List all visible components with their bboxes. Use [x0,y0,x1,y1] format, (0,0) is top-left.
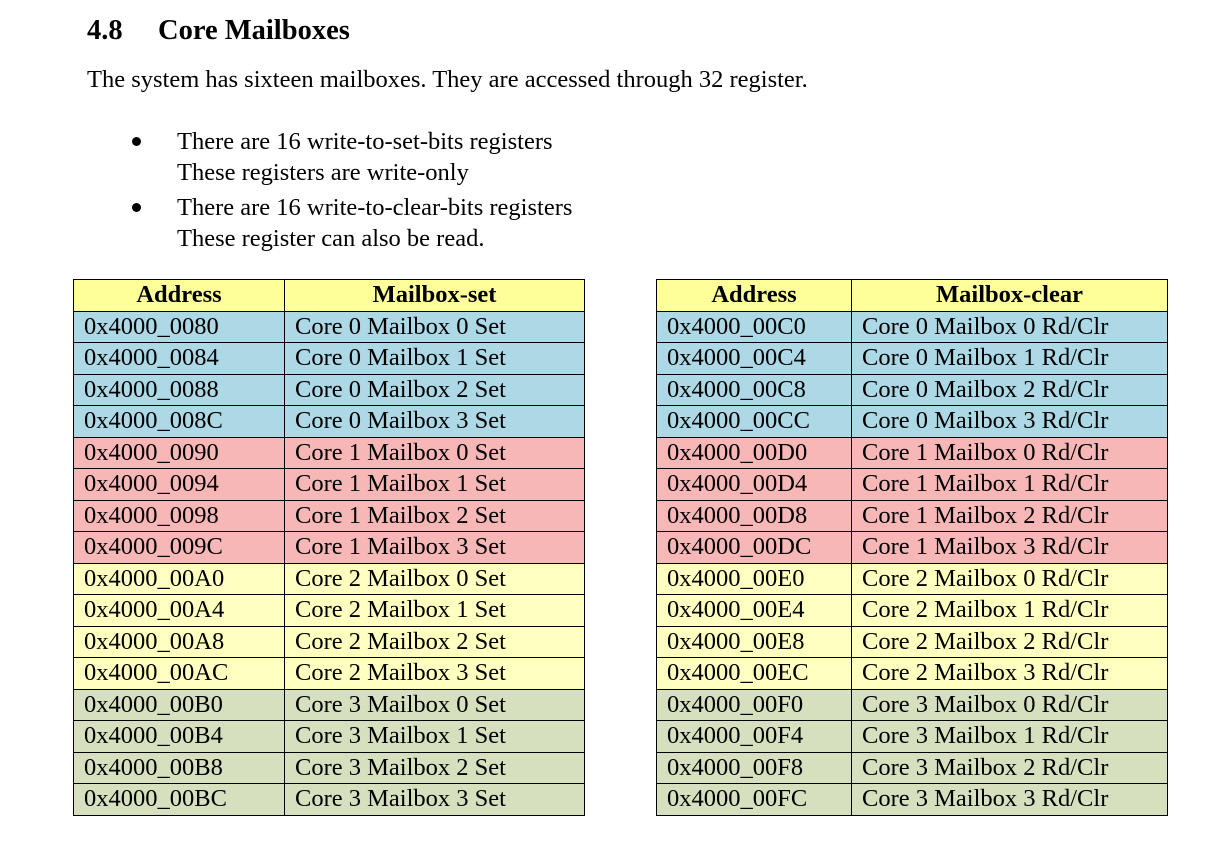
table-row [657,626,1168,658]
address-cell: 0x4000_00DC [657,532,852,564]
mailbox-cell: Core 2 Mailbox 1 Set [285,595,585,627]
mailbox-cell: Core 0 Mailbox 2 Set [285,374,585,406]
table-row [74,721,585,753]
table-row [657,374,1168,406]
table-row [74,406,585,438]
address-cell: 0x4000_00D4 [657,469,852,501]
table-row [74,500,585,532]
table-row [74,658,585,690]
mailbox-cell: Core 1 Mailbox 3 Rd/Clr [852,532,1168,564]
table-row [657,752,1168,784]
mailbox-cell: Core 0 Mailbox 1 Set [285,343,585,375]
address-cell: 0x4000_00AC [74,658,285,690]
table-row [74,563,585,595]
table-header-row [657,280,1168,312]
bullet-dot-icon [132,137,141,146]
table-row [74,311,585,343]
mailbox-cell: Core 0 Mailbox 1 Rd/Clr [852,343,1168,375]
mailbox-cell: Core 1 Mailbox 3 Set [285,532,585,564]
address-cell: 0x4000_00D0 [657,437,852,469]
address-cell: 0x4000_00BC [74,784,285,816]
address-cell: 0x4000_00C0 [657,311,852,343]
address-cell: 0x4000_0094 [74,469,285,501]
mailbox-cell: Core 1 Mailbox 0 Set [285,437,585,469]
mailbox-cell: Core 1 Mailbox 1 Rd/Clr [852,469,1168,501]
address-cell: 0x4000_00F4 [657,721,852,753]
bullet-item [132,192,572,254]
bullet-item [132,126,572,188]
address-cell: 0x4000_00F8 [657,752,852,784]
table-row [657,406,1168,438]
address-cell: 0x4000_00E0 [657,563,852,595]
address-cell: 0x4000_00C4 [657,343,852,375]
column-header-address: Address [74,280,285,312]
address-cell: 0x4000_00A4 [74,595,285,627]
address-cell: 0x4000_0084 [74,343,285,375]
table-row [74,595,585,627]
address-cell: 0x4000_00E8 [657,626,852,658]
section-number: 4.8 [87,15,123,46]
mailbox-cell: Core 2 Mailbox 3 Rd/Clr [852,658,1168,690]
address-cell: 0x4000_00FC [657,784,852,816]
table-row [657,532,1168,564]
table-row [74,626,585,658]
mailbox-cell: Core 0 Mailbox 0 Set [285,311,585,343]
address-cell: 0x4000_00D8 [657,500,852,532]
address-cell: 0x4000_00B4 [74,721,285,753]
mailbox-cell: Core 3 Mailbox 3 Rd/Clr [852,784,1168,816]
table-header-row [74,280,585,312]
table-row [74,469,585,501]
section-title: Core Mailboxes [158,15,350,46]
mailbox-cell: Core 3 Mailbox 1 Set [285,721,585,753]
address-cell: 0x4000_0088 [74,374,285,406]
mailbox-cell: Core 2 Mailbox 0 Set [285,563,585,595]
table-row [657,595,1168,627]
address-cell: 0x4000_008C [74,406,285,438]
mailbox-cell: Core 2 Mailbox 2 Set [285,626,585,658]
mailbox-cell: Core 1 Mailbox 2 Set [285,500,585,532]
table-row [657,563,1168,595]
address-cell: 0x4000_0080 [74,311,285,343]
address-cell: 0x4000_0098 [74,500,285,532]
table-row [74,374,585,406]
mailbox-cell: Core 2 Mailbox 2 Rd/Clr [852,626,1168,658]
table-row [657,658,1168,690]
table-row [657,721,1168,753]
address-cell: 0x4000_00CC [657,406,852,438]
address-cell: 0x4000_009C [74,532,285,564]
table-row [657,784,1168,816]
mailbox-cell: Core 3 Mailbox 2 Rd/Clr [852,752,1168,784]
bullet-line: These register can also be read. [177,225,485,252]
bullet-line: These registers are write-only [177,159,469,186]
table-row [657,469,1168,501]
table-row [657,689,1168,721]
table-row [74,689,585,721]
mailbox-cell: Core 1 Mailbox 1 Set [285,469,585,501]
table-row [74,752,585,784]
address-cell: 0x4000_0090 [74,437,285,469]
mailbox-set-rows [74,311,585,815]
bullet-line: There are 16 write-to-set-bits registers [177,128,553,155]
address-cell: 0x4000_00A8 [74,626,285,658]
mailbox-cell: Core 2 Mailbox 0 Rd/Clr [852,563,1168,595]
address-cell: 0x4000_00B8 [74,752,285,784]
address-cell: 0x4000_00A0 [74,563,285,595]
table-row [74,532,585,564]
table-row [657,500,1168,532]
column-header-mailbox-set: Mailbox-set [285,280,585,312]
mailbox-cell: Core 0 Mailbox 0 Rd/Clr [852,311,1168,343]
mailbox-cell: Core 3 Mailbox 0 Set [285,689,585,721]
column-header-address: Address [657,280,852,312]
mailbox-cell: Core 0 Mailbox 3 Set [285,406,585,438]
mailbox-cell: Core 3 Mailbox 2 Set [285,752,585,784]
table-row [74,437,585,469]
bullet-list [132,126,572,258]
address-cell: 0x4000_00EC [657,658,852,690]
table-row [657,311,1168,343]
mailbox-cell: Core 1 Mailbox 2 Rd/Clr [852,500,1168,532]
mailbox-clear-rows [657,311,1168,815]
address-cell: 0x4000_00E4 [657,595,852,627]
bullet-line: There are 16 write-to-clear-bits registers [177,194,573,221]
mailbox-cell: Core 3 Mailbox 3 Set [285,784,585,816]
mailbox-cell: Core 0 Mailbox 3 Rd/Clr [852,406,1168,438]
address-cell: 0x4000_00B0 [74,689,285,721]
address-cell: 0x4000_00F0 [657,689,852,721]
mailbox-cell: Core 3 Mailbox 1 Rd/Clr [852,721,1168,753]
mailbox-set-table [73,279,585,816]
mailbox-cell: Core 0 Mailbox 2 Rd/Clr [852,374,1168,406]
table-row [74,784,585,816]
mailbox-cell: Core 2 Mailbox 1 Rd/Clr [852,595,1168,627]
bullet-dot-icon [132,203,141,212]
table-row [657,343,1168,375]
mailbox-cell: Core 2 Mailbox 3 Set [285,658,585,690]
section-heading [87,15,350,47]
intro-paragraph: The system has sixteen mailboxes. They are accessed through 32 register. [87,66,808,93]
mailbox-cell: Core 1 Mailbox 0 Rd/Clr [852,437,1168,469]
mailbox-cell: Core 3 Mailbox 0 Rd/Clr [852,689,1168,721]
table-row [74,343,585,375]
address-cell: 0x4000_00C8 [657,374,852,406]
table-row [657,437,1168,469]
mailbox-clear-table [656,279,1168,816]
column-header-mailbox-clear: Mailbox-clear [852,280,1168,312]
